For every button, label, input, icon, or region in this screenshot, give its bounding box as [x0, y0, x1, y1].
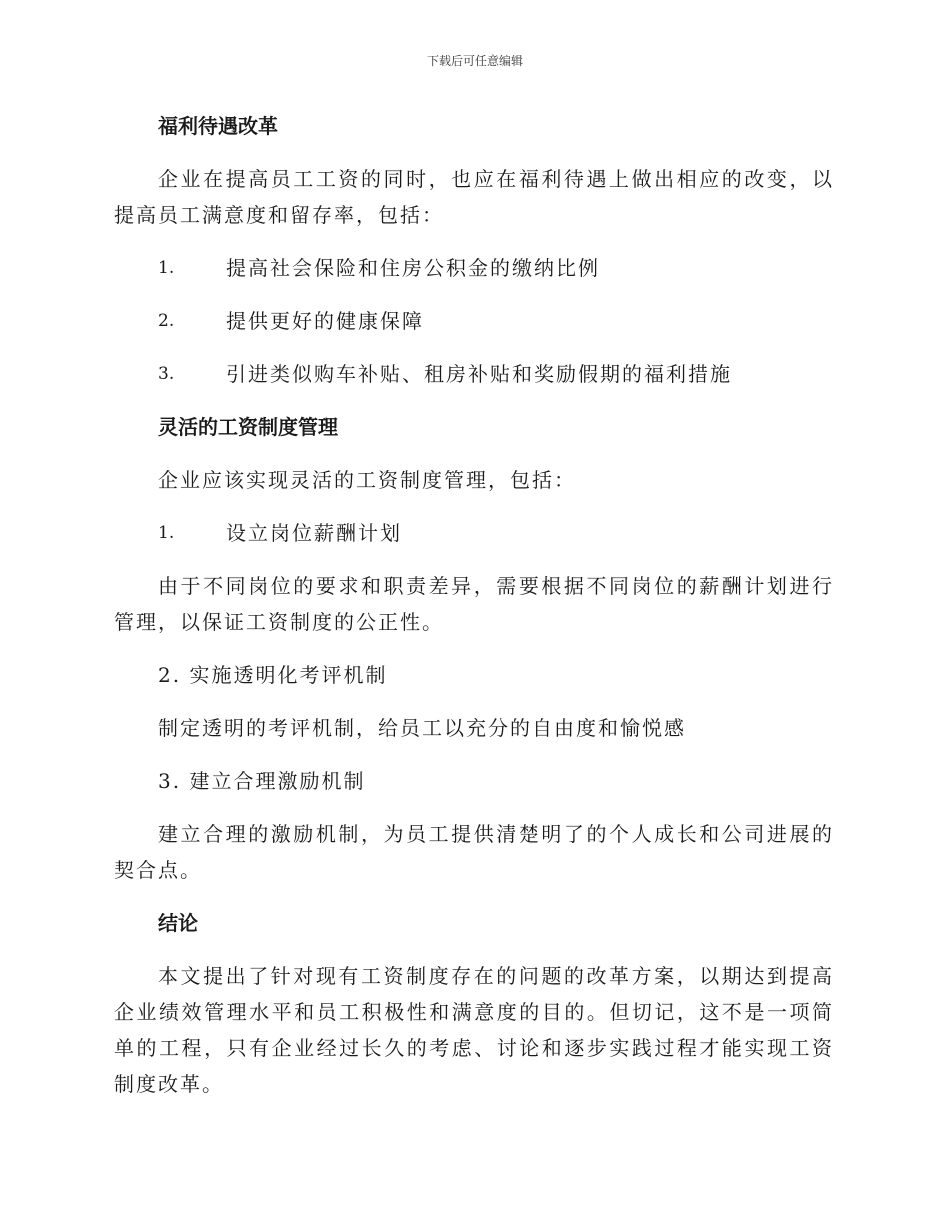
flexible-intro: 企业应该实现灵活的工资制度管理，包括：	[158, 468, 576, 492]
list-text: 引进类似购车补贴、租房补贴和奖励假期的福利措施	[226, 362, 732, 386]
welfare-item-3	[114, 356, 834, 392]
welfare-intro: 企业在提高员工工资的同时，也应在福利待遇上做出相应的改变，以提高员工满意度和留存率，包括：	[114, 167, 834, 227]
section-title-flexible: 灵活的工资制度管理	[158, 415, 338, 439]
list-text: 提供更好的健康保障	[226, 309, 424, 333]
conclusion-text: 本文提出了针对现有工资制度存在的问题的改革方案，以期达到提高企业绩效管理水平和员工积极性和满意度的目的。但切记，这不是一项简单的工程，只有企业经过长久的考虑、讨论和逐步实践过程才能实现工资制度改革。	[114, 964, 834, 1096]
flexible-item-2-title: 2. 实施透明化考评机制	[158, 663, 388, 687]
welfare-item-1	[114, 250, 834, 286]
flexible-item-1	[114, 515, 834, 551]
page-header: 下载后可任意编辑	[426, 54, 523, 68]
flexible-item-2-desc: 制定透明的考评机制，给员工以充分的自由度和愉悦感	[158, 716, 686, 740]
list-number: 1.	[158, 523, 175, 543]
list-text: 设立岗位薪酬计划	[226, 521, 402, 545]
list-number: 1.	[158, 258, 175, 278]
section-title-welfare: 福利待遇改革	[158, 114, 278, 138]
list-number: 3.	[158, 364, 175, 384]
section-title-conclusion: 结论	[158, 911, 198, 935]
list-text: 提高社会保险和住房公积金的缴纳比例	[226, 256, 600, 280]
flexible-item-1-desc: 由于不同岗位的要求和职责差异，需要根据不同岗位的薪酬计划进行管理，以保证工资制度的公正性。	[114, 574, 834, 634]
flexible-item-3-title: 3. 建立合理激励机制	[158, 769, 366, 793]
list-number: 2.	[158, 311, 175, 331]
flexible-item-3-desc: 建立合理的激励机制，为员工提供清楚明了的个人成长和公司进展的契合点。	[114, 822, 834, 882]
document-body	[114, 108, 834, 1119]
welfare-item-2	[114, 303, 834, 339]
